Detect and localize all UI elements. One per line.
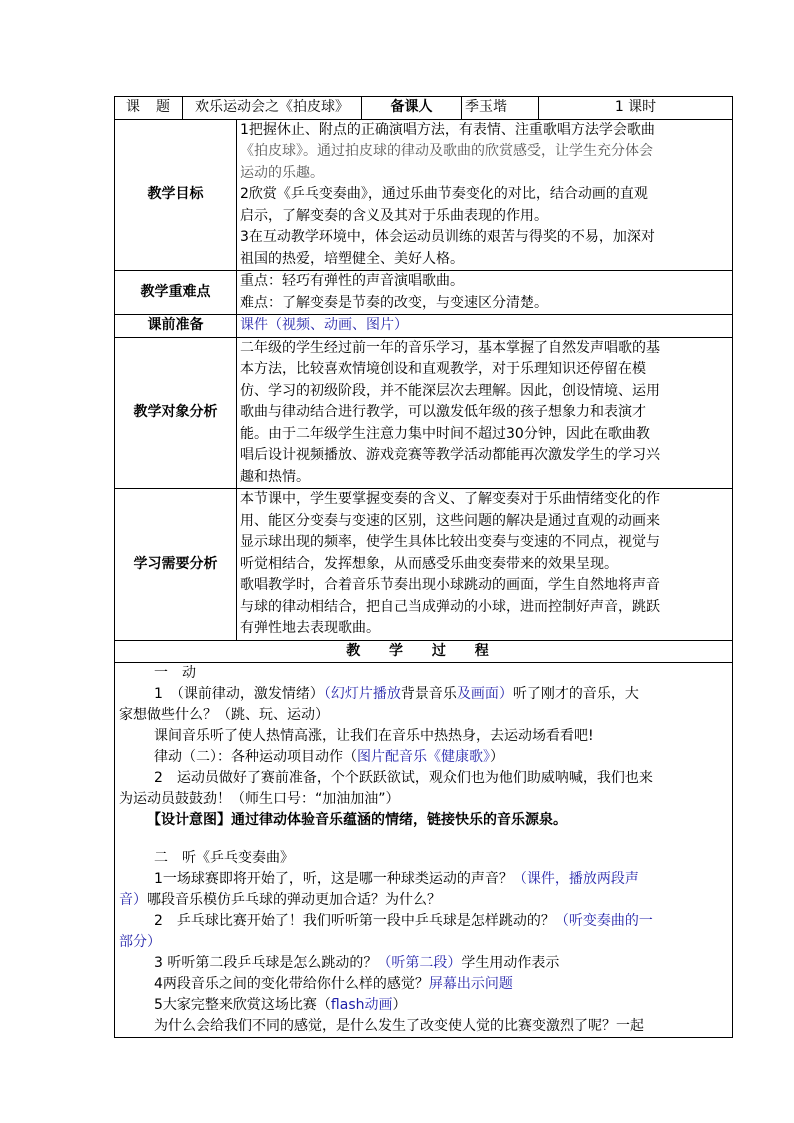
needs-line: 有弹性地去表现歌曲。 [240,620,380,636]
students-line: 唱后设计视频播放、游戏竞赛等教学活动都能再次激发学生的学习兴 [240,447,660,463]
goals-label: 教学目标 [115,119,237,271]
lesson-plan-table [114,96,733,1038]
text-run: （幻灯片播放 [323,686,401,702]
process-paragraph: 为什么会给我们不同的感觉，是什么发生了改变使人觉的比赛变激烈了呢？一起 [154,1018,644,1034]
needs-line: 歌唱教学时，合着音乐节奏出现小球跳动的画面，学生自然地将声音 [240,577,660,593]
needs-line: 与球的律动相结合，把自己当成弹动的小球，进而控制好声音，跳跃 [240,598,660,615]
process-paragraph [119,911,728,932]
text-run: 5大家完整来欣赏这场比赛（ [154,997,331,1013]
text-run: （听变奏曲的一 [554,913,653,929]
text-run: ） [392,997,407,1013]
needs-label: 学习需要分析 [115,489,237,641]
process-paragraph: 为运动员鼓鼓劲！（师生口号：“加油加油”） [119,791,400,807]
students-line: 趣和热情。 [240,468,310,485]
prep-label: 课前准备 [115,315,237,338]
text-run: 学生用动作表示 [461,955,560,971]
preparer-value: 季玉堦 [462,97,539,120]
text-run: 1 （课前律动，激发情绪） [154,686,324,702]
section-one-title: 一 动 [154,665,196,681]
prep-content: 课件（视频、动画、图片） [237,315,733,338]
text-run: 屏幕出示问题 [428,976,513,992]
process-paragraph: 课间音乐听了使人热情高涨，让我们在音乐中热热身，去运动场看看吧! [154,728,594,744]
goals-line: 《拍皮球》。通过拍皮球的律动及歌曲的欣赏感受，让学生充分体会 [240,143,653,159]
keypoints-line: 难点：了解变奏是节奏的改变，与变速区分清楚。 [240,294,548,311]
process-paragraph [119,869,728,890]
text-run: 图片配音乐《健康歌》 [357,749,490,765]
needs-line: 显示球出现的频率，使学生具体比较出变奏与变速的不同点，视觉与 [240,534,660,550]
process-paragraph [119,747,728,768]
text-run: 音） [119,892,147,908]
process-paragraph: 家想做些什么？（跳、玩、运动） [119,707,329,723]
keypoints-content [237,271,733,315]
goals-line: 运动的乐趣。 [240,164,324,181]
students-line: 能。由于二年级学生注意力集中时间不超过30分钟，因此在歌曲教 [240,425,650,442]
text-run: （听第二段） [377,955,462,971]
class-hours: 1 课时 [539,97,733,120]
goals-content [237,119,733,271]
text-run: 听了刚才的音乐，大 [512,686,639,702]
needs-line: 本节课中，学生要掌握变奏的含义、了解变奏对于乐曲情绪变化的作 [240,491,660,507]
text-run: 4两段音乐之间的变化带给你什么样的感觉？ [154,976,429,992]
process-paragraph [119,890,728,911]
process-paragraph [119,953,728,974]
needs-content [237,489,733,641]
blank-line [119,831,728,848]
students-line: 歌曲与律动结合进行教学，可以激发低年级的孩子想象力和表演才 [240,404,646,420]
process-content [115,663,733,1038]
process-paragraph [119,932,728,953]
topic-label: 课 题 [115,97,183,120]
text-run: 背景音乐 [400,686,457,702]
students-line: 仿、学习的初级阶段，并不能深层次去理解。因此，创设情境、运用 [240,382,660,399]
students-line: 二年级的学生经过前一年的音乐学习，基本掌握了自然发声唱歌的基 [240,339,660,356]
goals-line: 1把握休止、附点的正确演唱方法，有表情、注重歌唱方法学会歌曲 [240,121,655,138]
goals-line: 3在互动教学环境中，体会运动员训练的艰苦与得奖的不易，加深对 [240,229,655,245]
keypoints-line: 重点：轻巧有弹性的声音演唱歌曲。 [240,273,464,289]
text-run: （课件，播放两段声 [512,871,639,887]
students-content [237,337,733,489]
keypoints-label: 教学重难点 [115,271,237,315]
students-line: 本方法，比较喜欢情境创设和直观教学，对于乐理知识还停留在模 [240,361,646,377]
text-run: 哪段音乐模仿乒乓球的弹动更加合适？为什么？ [147,892,441,908]
process-paragraph [119,974,728,995]
text-run: 1一场球赛即将开始了，听，这是哪一种球类运动的声音？ [154,871,513,887]
process-paragraph: 2 运动员做好了赛前准备，个个跃跃欲试，观众们也为他们助威呐喊，我们也来 [154,770,653,786]
needs-line: 听觉相结合，发挥想象，从而感受乐曲变奏带来的效果呈现。 [240,555,618,572]
process-paragraph [119,995,728,1016]
text-run: 及画面） [456,686,513,702]
topic-value: 欢乐运动会之《拍皮球》 [183,97,362,120]
text-run: ） [490,749,504,765]
preparer-label: 备课人 [362,97,462,120]
text-run: flash动画 [330,997,393,1013]
process-paragraph [119,684,728,705]
goals-line: 祖国的热爱，培塑健全、美好人格。 [240,250,464,267]
design-intent: 【设计意图】通过律动体验音乐蕴涵的情绪，链接快乐的音乐源泉。 [147,812,567,828]
text-run: 部分） [119,934,161,950]
section-two-title: 二 听《乒乓变奏曲》 [154,850,294,866]
text-run: 3 听听第二段乒乓球是怎么跳动的？ [154,955,378,971]
text-run: 2 乒乓球比赛开始了！我们听听第一段中乒乓球是怎样跳动的？ [154,913,555,929]
needs-line: 用、能区分变奏与变速的区别，这些问题的解决是通过直观的动画来 [240,512,660,529]
goals-line: 2欣赏《乒乓变奏曲》，通过乐曲节奏变化的对比，结合动画的直观 [240,186,648,202]
students-label: 教学对象分析 [115,337,237,489]
goals-line: 启示，了解变奏的含义及其对于乐曲表现的作用。 [240,207,548,224]
process-title: 教 学 过 程 [115,640,733,663]
text-run: 律动（二）：各种运动项目动作（ [154,749,357,765]
